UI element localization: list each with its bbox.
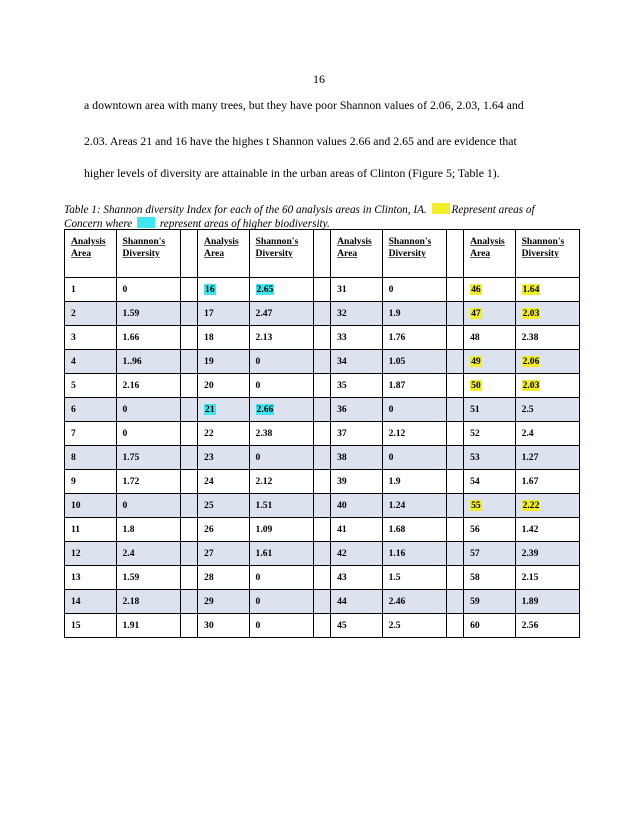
shannon-diversity-cell: 1.9 bbox=[382, 470, 446, 494]
column-gap bbox=[313, 350, 330, 374]
analysis-area-cell: 57 bbox=[464, 542, 516, 566]
caption-text: Table 1: Shannon diversity Index for each of the 60 analysis areas in Clinton, IA. bbox=[64, 204, 427, 216]
shannon-diversity-cell: 2.65 bbox=[249, 278, 313, 302]
column-gap bbox=[180, 326, 197, 350]
column-gap bbox=[180, 398, 197, 422]
column-gap bbox=[313, 470, 330, 494]
shannon-diversity-cell: 0 bbox=[116, 278, 180, 302]
column-gap bbox=[180, 590, 197, 614]
analysis-area-cell: 45 bbox=[331, 614, 383, 638]
column-gap bbox=[313, 326, 330, 350]
yellow-legend-swatch bbox=[432, 203, 450, 214]
column-gap bbox=[313, 494, 330, 518]
table-row bbox=[65, 494, 580, 518]
column-gap bbox=[180, 470, 197, 494]
analysis-area-cell: 25 bbox=[198, 494, 250, 518]
shannon-diversity-cell: 1.68 bbox=[382, 518, 446, 542]
analysis-area-cell: 29 bbox=[198, 590, 250, 614]
shannon-diversity-cell: 2.13 bbox=[249, 326, 313, 350]
shannon-diversity-cell: 1.27 bbox=[515, 446, 579, 470]
column-gap bbox=[180, 374, 197, 398]
table-row bbox=[65, 518, 580, 542]
analysis-area-cell: 3 bbox=[65, 326, 117, 350]
header-shannon-diversity: Shannon's Diversity bbox=[249, 230, 313, 278]
table-row bbox=[65, 614, 580, 638]
table-row bbox=[65, 278, 580, 302]
column-gap bbox=[446, 470, 463, 494]
shannon-diversity-cell: 1.89 bbox=[515, 590, 579, 614]
table-caption bbox=[64, 203, 584, 231]
analysis-area-cell: 39 bbox=[331, 470, 383, 494]
analysis-area-cell: 43 bbox=[331, 566, 383, 590]
shannon-diversity-cell: 2.4 bbox=[515, 422, 579, 446]
analysis-area-cell: 10 bbox=[65, 494, 117, 518]
table-row bbox=[65, 542, 580, 566]
analysis-area-cell: 42 bbox=[331, 542, 383, 566]
table-row bbox=[65, 422, 580, 446]
shannon-diversity-cell: 1.66 bbox=[116, 326, 180, 350]
shannon-diversity-cell: 2.12 bbox=[249, 470, 313, 494]
shannon-diversity-cell: 2.22 bbox=[515, 494, 579, 518]
shannon-diversity-cell: 1.67 bbox=[515, 470, 579, 494]
table-row bbox=[65, 350, 580, 374]
column-gap bbox=[313, 278, 330, 302]
shannon-diversity-cell: 0 bbox=[382, 278, 446, 302]
table-header-row bbox=[65, 230, 580, 278]
shannon-diversity-cell: 1.9 bbox=[382, 302, 446, 326]
analysis-area-cell: 55 bbox=[464, 494, 516, 518]
shannon-diversity-cell: 2.5 bbox=[515, 398, 579, 422]
shannon-diversity-cell: 2.12 bbox=[382, 422, 446, 446]
shannon-diversity-cell: 0 bbox=[116, 494, 180, 518]
table-row bbox=[65, 470, 580, 494]
analysis-area-cell: 18 bbox=[198, 326, 250, 350]
column-gap bbox=[180, 542, 197, 566]
column-gap bbox=[180, 518, 197, 542]
column-gap bbox=[446, 566, 463, 590]
shannon-diversity-cell: 0 bbox=[249, 614, 313, 638]
column-gap bbox=[313, 230, 330, 278]
analysis-area-cell: 20 bbox=[198, 374, 250, 398]
shannon-diversity-cell: 2.03 bbox=[515, 374, 579, 398]
analysis-area-cell: 46 bbox=[464, 278, 516, 302]
analysis-area-cell: 58 bbox=[464, 566, 516, 590]
column-gap bbox=[313, 422, 330, 446]
column-gap bbox=[446, 398, 463, 422]
column-gap bbox=[180, 302, 197, 326]
shannon-diversity-cell: 2.16 bbox=[116, 374, 180, 398]
analysis-area-cell: 23 bbox=[198, 446, 250, 470]
analysis-area-cell: 31 bbox=[331, 278, 383, 302]
shannon-diversity-cell: 2.56 bbox=[515, 614, 579, 638]
table-row bbox=[65, 446, 580, 470]
paragraph-line: 2.03. Areas 21 and 16 have the highes t Shannon values 2.66 and 2.65 and are evidence that bbox=[84, 134, 517, 148]
shannon-diversity-cell: 1.64 bbox=[515, 278, 579, 302]
shannon-diversity-cell: 0 bbox=[249, 446, 313, 470]
analysis-area-cell: 49 bbox=[464, 350, 516, 374]
analysis-area-cell: 56 bbox=[464, 518, 516, 542]
analysis-area-cell: 27 bbox=[198, 542, 250, 566]
shannon-diversity-cell: 1.75 bbox=[116, 446, 180, 470]
column-gap bbox=[180, 278, 197, 302]
column-gap bbox=[313, 446, 330, 470]
column-gap bbox=[446, 590, 463, 614]
shannon-diversity-cell: 2.38 bbox=[249, 422, 313, 446]
caption-text: Concern where bbox=[64, 218, 133, 230]
analysis-area-cell: 44 bbox=[331, 590, 383, 614]
analysis-area-cell: 40 bbox=[331, 494, 383, 518]
column-gap bbox=[313, 302, 330, 326]
shannon-diversity-cell: 2.03 bbox=[515, 302, 579, 326]
shannon-diversity-cell: 0 bbox=[249, 566, 313, 590]
analysis-area-cell: 9 bbox=[65, 470, 117, 494]
shannon-diversity-cell: 2.06 bbox=[515, 350, 579, 374]
shannon-diversity-cell: 0 bbox=[249, 590, 313, 614]
shannon-diversity-cell: 1.42 bbox=[515, 518, 579, 542]
page-number: 16 bbox=[313, 72, 325, 86]
table-row bbox=[65, 398, 580, 422]
analysis-area-cell: 1 bbox=[65, 278, 117, 302]
header-shannon-diversity: Shannon's Diversity bbox=[116, 230, 180, 278]
caption-text: represent areas of higher biodiversity. bbox=[159, 218, 330, 230]
shannon-diversity-cell: 1.24 bbox=[382, 494, 446, 518]
analysis-area-cell: 24 bbox=[198, 470, 250, 494]
analysis-area-cell: 37 bbox=[331, 422, 383, 446]
column-gap bbox=[313, 614, 330, 638]
table-row bbox=[65, 302, 580, 326]
shannon-diversity-cell: 1.87 bbox=[382, 374, 446, 398]
column-gap bbox=[313, 542, 330, 566]
analysis-area-cell: 11 bbox=[65, 518, 117, 542]
shannon-diversity-cell: 1.8 bbox=[116, 518, 180, 542]
analysis-area-cell: 47 bbox=[464, 302, 516, 326]
shannon-diversity-cell: 0 bbox=[382, 446, 446, 470]
shannon-diversity-cell: 2.5 bbox=[382, 614, 446, 638]
analysis-area-cell: 5 bbox=[65, 374, 117, 398]
column-gap bbox=[446, 326, 463, 350]
analysis-area-cell: 34 bbox=[331, 350, 383, 374]
column-gap bbox=[446, 614, 463, 638]
analysis-area-cell: 2 bbox=[65, 302, 117, 326]
shannon-diversity-cell: 0 bbox=[116, 422, 180, 446]
shannon-diversity-cell: 2.39 bbox=[515, 542, 579, 566]
analysis-area-cell: 51 bbox=[464, 398, 516, 422]
analysis-area-cell: 60 bbox=[464, 614, 516, 638]
shannon-diversity-cell: 0 bbox=[249, 350, 313, 374]
analysis-area-cell: 6 bbox=[65, 398, 117, 422]
analysis-area-cell: 17 bbox=[198, 302, 250, 326]
analysis-area-cell: 35 bbox=[331, 374, 383, 398]
shannon-diversity-cell: 1.72 bbox=[116, 470, 180, 494]
analysis-area-cell: 13 bbox=[65, 566, 117, 590]
shannon-diversity-cell: 1.16 bbox=[382, 542, 446, 566]
caption-text: Represent areas of bbox=[451, 204, 535, 216]
analysis-area-cell: 22 bbox=[198, 422, 250, 446]
analysis-area-cell: 50 bbox=[464, 374, 516, 398]
shannon-diversity-cell: 1..96 bbox=[116, 350, 180, 374]
shannon-diversity-cell: 1.59 bbox=[116, 566, 180, 590]
column-gap bbox=[180, 230, 197, 278]
analysis-area-cell: 4 bbox=[65, 350, 117, 374]
header-analysis-area: Analysis Area bbox=[331, 230, 383, 278]
analysis-area-cell: 48 bbox=[464, 326, 516, 350]
paragraph-line: a downtown area with many trees, but they have poor Shannon values of 2.06, 2.03, 1.64 and bbox=[84, 98, 524, 112]
column-gap bbox=[180, 566, 197, 590]
column-gap bbox=[446, 542, 463, 566]
shannon-diversity-table bbox=[64, 229, 580, 638]
shannon-diversity-cell: 2.4 bbox=[116, 542, 180, 566]
analysis-area-cell: 54 bbox=[464, 470, 516, 494]
column-gap bbox=[180, 446, 197, 470]
column-gap bbox=[446, 350, 463, 374]
shannon-diversity-cell: 2.46 bbox=[382, 590, 446, 614]
column-gap bbox=[313, 398, 330, 422]
analysis-area-cell: 8 bbox=[65, 446, 117, 470]
analysis-area-cell: 38 bbox=[331, 446, 383, 470]
shannon-diversity-cell: 2.18 bbox=[116, 590, 180, 614]
header-analysis-area: Analysis Area bbox=[65, 230, 117, 278]
analysis-area-cell: 30 bbox=[198, 614, 250, 638]
table-row bbox=[65, 590, 580, 614]
shannon-diversity-cell: 0 bbox=[116, 398, 180, 422]
column-gap bbox=[313, 374, 330, 398]
column-gap bbox=[446, 422, 463, 446]
shannon-diversity-cell: 1.09 bbox=[249, 518, 313, 542]
shannon-diversity-cell: 1.61 bbox=[249, 542, 313, 566]
analysis-area-cell: 52 bbox=[464, 422, 516, 446]
analysis-area-cell: 28 bbox=[198, 566, 250, 590]
shannon-diversity-cell: 0 bbox=[249, 374, 313, 398]
analysis-area-cell: 33 bbox=[331, 326, 383, 350]
column-gap bbox=[180, 614, 197, 638]
table-row bbox=[65, 326, 580, 350]
column-gap bbox=[180, 422, 197, 446]
analysis-area-cell: 26 bbox=[198, 518, 250, 542]
column-gap bbox=[446, 518, 463, 542]
shannon-diversity-cell: 2.15 bbox=[515, 566, 579, 590]
analysis-area-cell: 12 bbox=[65, 542, 117, 566]
shannon-diversity-cell: 2.66 bbox=[249, 398, 313, 422]
shannon-diversity-cell: 1.76 bbox=[382, 326, 446, 350]
column-gap bbox=[446, 278, 463, 302]
column-gap bbox=[313, 590, 330, 614]
shannon-diversity-cell: 1.51 bbox=[249, 494, 313, 518]
shannon-diversity-cell: 2.47 bbox=[249, 302, 313, 326]
header-analysis-area: Analysis Area bbox=[198, 230, 250, 278]
analysis-area-cell: 41 bbox=[331, 518, 383, 542]
analysis-area-cell: 7 bbox=[65, 422, 117, 446]
header-shannon-diversity: Shannon's Diversity bbox=[515, 230, 579, 278]
column-gap bbox=[446, 374, 463, 398]
shannon-diversity-cell: 2.38 bbox=[515, 326, 579, 350]
column-gap bbox=[180, 350, 197, 374]
column-gap bbox=[446, 494, 463, 518]
analysis-area-cell: 21 bbox=[198, 398, 250, 422]
column-gap bbox=[446, 230, 463, 278]
shannon-diversity-cell: 1.59 bbox=[116, 302, 180, 326]
header-analysis-area: Analysis Area bbox=[464, 230, 516, 278]
table-row bbox=[65, 566, 580, 590]
column-gap bbox=[446, 446, 463, 470]
analysis-area-cell: 16 bbox=[198, 278, 250, 302]
shannon-diversity-cell: 1.5 bbox=[382, 566, 446, 590]
paragraph-line: higher levels of diversity are attainable in the urban areas of Clinton (Figure 5; Table 1). bbox=[84, 166, 500, 180]
analysis-area-cell: 36 bbox=[331, 398, 383, 422]
analysis-area-cell: 32 bbox=[331, 302, 383, 326]
analysis-area-cell: 19 bbox=[198, 350, 250, 374]
cyan-legend-swatch bbox=[137, 217, 155, 228]
analysis-area-cell: 14 bbox=[65, 590, 117, 614]
column-gap bbox=[180, 494, 197, 518]
analysis-area-cell: 53 bbox=[464, 446, 516, 470]
column-gap bbox=[313, 566, 330, 590]
shannon-diversity-cell: 0 bbox=[382, 398, 446, 422]
column-gap bbox=[313, 518, 330, 542]
column-gap bbox=[446, 302, 463, 326]
table-row bbox=[65, 374, 580, 398]
shannon-diversity-cell: 1.05 bbox=[382, 350, 446, 374]
analysis-area-cell: 59 bbox=[464, 590, 516, 614]
analysis-area-cell: 15 bbox=[65, 614, 117, 638]
shannon-diversity-cell: 1.91 bbox=[116, 614, 180, 638]
header-shannon-diversity: Shannon's Diversity bbox=[382, 230, 446, 278]
